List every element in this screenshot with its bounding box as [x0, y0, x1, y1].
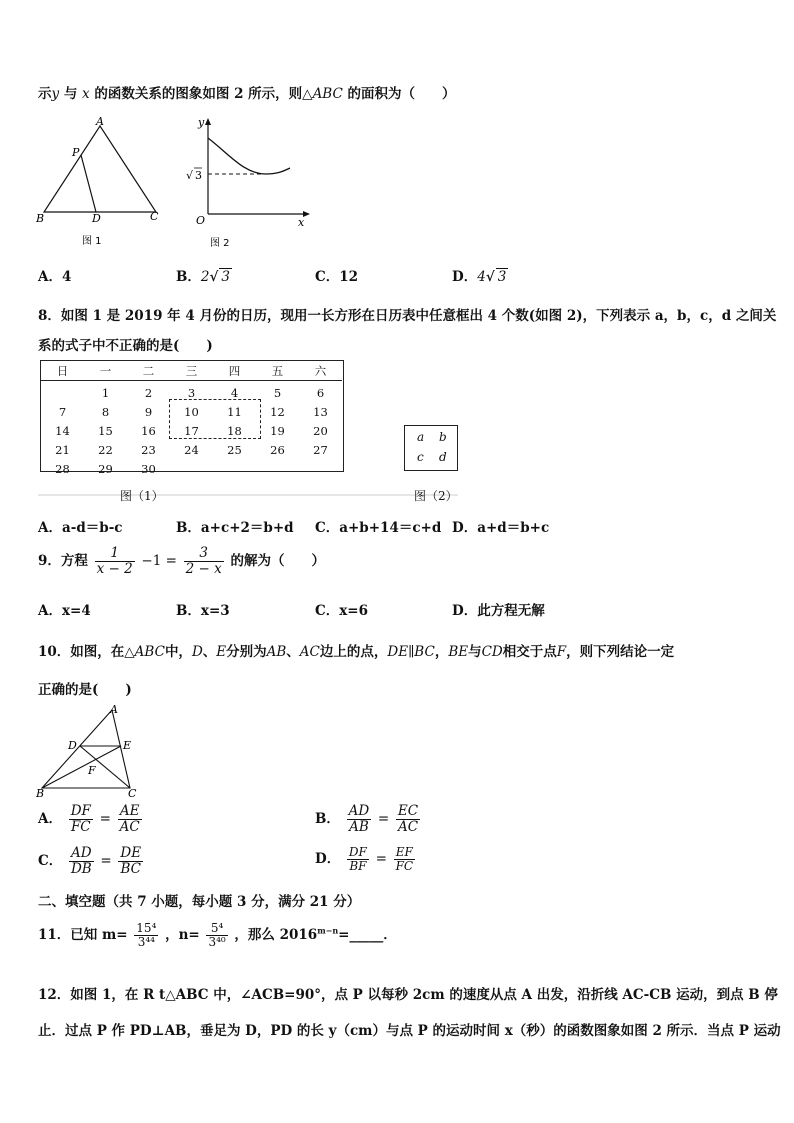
label-b: B — [36, 787, 45, 800]
label-c: C — [128, 787, 137, 800]
label-p: P — [72, 146, 80, 159]
calendar-cell: 10 — [184, 404, 199, 419]
calendar-cell: 16 — [141, 423, 156, 438]
q10-option-d[interactable]: D． $\frac{DF}{BF}$ = $\frac{EF}{FC}$ — [315, 845, 414, 874]
y-axis-arrow — [205, 118, 211, 125]
calendar-cell: 21 — [55, 442, 70, 457]
calendar-header: 六 — [314, 363, 327, 378]
calendar-header: 四 — [228, 363, 241, 378]
calendar-row — [41, 459, 342, 478]
calendar-cell: 1 — [101, 385, 110, 400]
calendar-cell — [213, 459, 256, 478]
calendar-cell: 24 — [184, 442, 199, 457]
label-sqrt3: 3 — [195, 169, 202, 182]
label-f: F — [88, 764, 96, 777]
label-c: C — [150, 210, 159, 223]
calendar-cell — [299, 459, 342, 478]
q7-figure-1 — [34, 116, 169, 248]
calendar-cell: 5 — [273, 385, 282, 400]
calendar-cell: 7 — [58, 404, 67, 419]
calendar-cell: 13 — [313, 404, 328, 419]
q10-stem-line1: 10．如图，在△ABC中，D、E分别为AB、AC边上的点，DE∥BC，BE与CD相交于点F，则下列结论一定 — [38, 644, 675, 660]
abcd-box: a b c d — [404, 425, 458, 471]
label-e: E — [123, 739, 132, 752]
calendar-cell: 23 — [141, 442, 156, 457]
q10-stem-line2: 正确的是( ) — [38, 682, 132, 698]
curve — [208, 138, 290, 174]
segment-pd — [81, 155, 96, 212]
q7-option-d[interactable]: D．4√ 3 — [452, 269, 507, 285]
q9-option-c[interactable]: C．x=6 — [315, 603, 368, 619]
calendar-cell: 28 — [55, 461, 70, 476]
calendar-cell: 18 — [227, 423, 242, 438]
calendar-header: 日 — [56, 363, 69, 378]
calendar-cell: 27 — [313, 442, 328, 457]
q8-option-a[interactable]: A．a-d＝b-c — [38, 520, 123, 536]
q8-option-d[interactable]: D．a+d＝b+c — [452, 520, 550, 536]
calendar-cell: 8 — [101, 404, 110, 419]
calendar-cell: 30 — [141, 461, 156, 476]
q7-option-b[interactable]: B．2√ 3 — [176, 269, 230, 285]
label-o: O — [196, 214, 206, 227]
calendar-cell: 26 — [270, 442, 285, 457]
calendar-cell — [170, 459, 213, 478]
label-y: y — [198, 116, 205, 129]
calendar-row — [41, 440, 342, 459]
q9-option-b[interactable]: B．x=3 — [176, 603, 230, 619]
label-b: B — [36, 212, 45, 225]
calendar-cell: 15 — [98, 423, 113, 438]
q8-option-b[interactable]: B．a+c+2＝b+d — [176, 520, 294, 536]
calendar-header-row — [41, 361, 342, 381]
triangle-abc — [44, 126, 156, 212]
q10-option-c[interactable]: C． $\frac{AD}{DB}$ = $\frac{DE}{BC}$ — [38, 845, 142, 877]
calendar-header: 五 — [271, 363, 284, 378]
calendar-cell: 9 — [144, 404, 153, 419]
calendar-cell: 11 — [227, 404, 242, 419]
q7-figure-2 — [184, 116, 314, 250]
calendar-header: 三 — [185, 363, 198, 378]
calendar-cell: 29 — [98, 461, 113, 476]
box-caption: 图（2） — [414, 489, 458, 503]
calendar-cell — [41, 383, 84, 402]
q8-stem-line1: 8．如图 1 是 2019 年 4 月份的日历，现用一长方形在日历表中任意框出 4 个数(如图 2)，下列表示 a，b，c，d 之间关 — [38, 308, 777, 324]
calendar-cell: 20 — [313, 423, 328, 438]
q9-option-d[interactable]: D．此方程无解 — [452, 603, 545, 619]
section-title: 二、填空题（共 7 小题，每小题 3 分，满分 21 分） — [38, 894, 361, 910]
calendar-header: 一 — [99, 363, 112, 378]
q9-stem: 9．方程 $\frac{1}{x - 2}$ −1 = $\frac{3}{2 - x}$ 的解为（ ） — [38, 545, 325, 577]
label-x: x — [298, 216, 305, 229]
q10-option-a[interactable]: A． $\frac{DF}{FC}$ = $\frac{AE}{AC}$ — [38, 803, 140, 835]
caption-fig2: 图 2 — [210, 238, 230, 249]
calendar-cell: 4 — [230, 385, 239, 400]
q8-stem-line2: 系的式子中不正确的是( ) — [38, 338, 213, 354]
q10-option-b[interactable]: B． $\frac{AD}{AB}$ = $\frac{EC}{AC}$ — [315, 803, 419, 835]
q8-option-c[interactable]: C．a+b+14＝c+d — [315, 520, 442, 536]
label-a: A — [96, 116, 104, 128]
segment-be — [42, 746, 121, 788]
calendar-cell: 17 — [184, 423, 199, 438]
dashed-selection-box — [169, 399, 261, 439]
q10-figure — [34, 704, 144, 800]
calendar-cell: 2 — [144, 385, 153, 400]
label-a: A — [110, 704, 118, 716]
calendar-cell: 19 — [270, 423, 285, 438]
q11-stem: 11．已知 m= $\frac{\text{15⁴}}{\text{3⁴⁴}}$ ，n= $\frac{\text{5⁴}}{\text{3⁴⁰}}$ ，那么 $2016^{m-n}=\_\_\_\_\_$． — [38, 921, 397, 950]
label-d: D — [92, 212, 101, 225]
sqrt-sign: √ — [186, 169, 194, 182]
label-d: D — [68, 739, 77, 752]
calendar — [40, 360, 344, 476]
calendar-caption: 图（1） — [120, 489, 164, 503]
calendar-cell: 14 — [55, 423, 70, 438]
calendar-cell: 12 — [270, 404, 285, 419]
q12-line2: 止．过点 P 作 PD⊥AB，垂足为 D，PD 的长 y（cm）与点 P 的运动时间 x（秒）的函数图象如图 2 所示．当点 P 运动 — [38, 1023, 781, 1039]
calendar-cell — [256, 459, 299, 478]
q7-option-c[interactable]: C．12 — [315, 269, 359, 285]
calendar-header: 二 — [142, 363, 155, 378]
q9-option-a[interactable]: A．x=4 — [38, 603, 91, 619]
caption-fig1: 图 1 — [82, 236, 102, 247]
q7-option-a[interactable]: A．4 — [38, 269, 72, 285]
q7-stem: 示y 与 x 的函数关系的图象如图 2 所示，则△ABC 的面积为（ ） — [38, 86, 456, 102]
q12-line1: 12．如图 1，在 R t△ABC 中，∠ACB=90°，点 P 以每秒 2cm 的速度从点 A 出发，沿折线 AC-CB 运动，到点 B 停 — [38, 987, 778, 1003]
calendar-cell: 25 — [227, 442, 242, 457]
calendar-cell: 3 — [187, 385, 196, 400]
calendar-cell: 22 — [98, 442, 113, 457]
calendar-cell: 6 — [316, 385, 325, 400]
